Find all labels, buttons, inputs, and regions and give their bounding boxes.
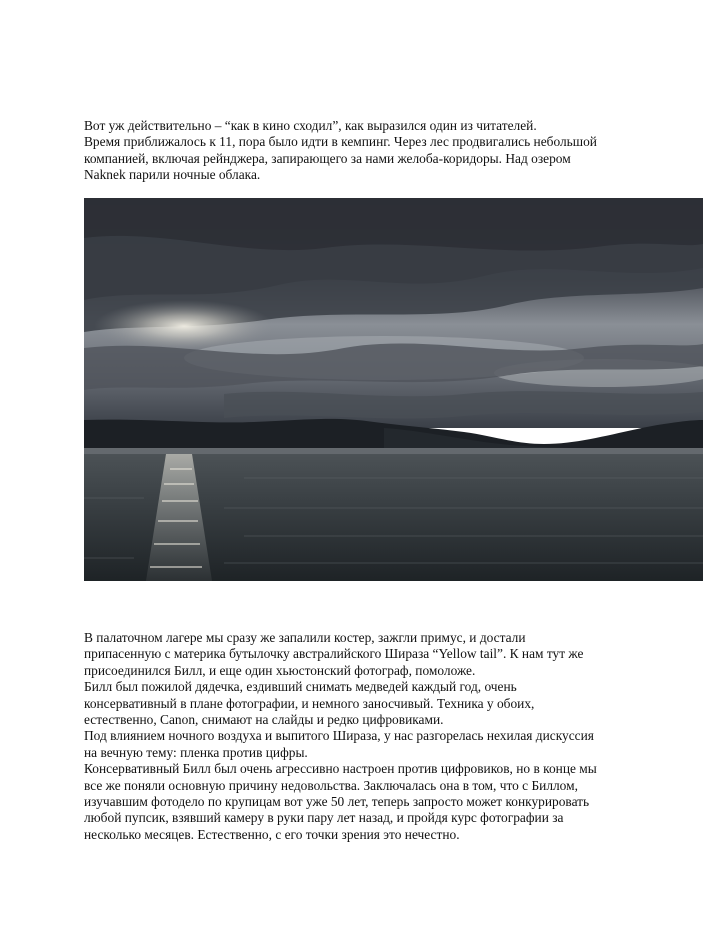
text-line: несколько месяцев. Естественно, с его точки зрения это нечестно.: [84, 826, 460, 842]
text-line: В палаточном лагере мы сразу же запалили костер, зажгли примус, и достали: [84, 630, 526, 645]
text-line: любой пупсик, взявший камеру в руки пару лет назад, и пройдя курс фотографии за: [84, 810, 564, 826]
text-line: все же поняли основную причину недовольства. Заключалась она в том, что с Биллом,: [84, 777, 578, 793]
lake-clouds-photo: [84, 198, 703, 581]
text-line: компанией, включая рейнджера, запирающего за нами желоба-коридоры. Над озером: [84, 150, 571, 166]
text-line: присоединился Билл, и еще один хьюстонский фотограф, помоложе.: [84, 662, 476, 678]
text-line: Время приближалось к 11, пора было идти в кемпинг. Через лес продвигались небольшой: [84, 134, 597, 150]
text-line: Под влиянием ночного воздуха и выпитого Шираза, у нас разгорелась нехилая дискуссия: [84, 728, 594, 744]
text-line: на вечную тему: пленка против цифры.: [84, 744, 308, 760]
text-line: консервативный в плане фотографии, и немного заносчивый. Техника у обоих,: [84, 695, 535, 711]
story-paragraph: [84, 630, 644, 843]
text-line: Naknek парили ночные облака.: [84, 167, 261, 183]
text-line: припасенную с материка бутылочку австралийского Шираза “Yellow tail”. К нам тут же: [84, 646, 584, 662]
text-line: изучавшим фотодело по крупицам вот уже 50 лет, теперь запросто может конкурировать: [84, 794, 590, 810]
text-line: естественно, Canon, снимают на слайды и редко цифровиками.: [84, 712, 444, 728]
intro-paragraph: [84, 118, 644, 184]
text-line: Консервативный Билл был очень агрессивно настроен против цифровиков, но в конце мы: [84, 761, 597, 777]
text-line: Вот уж действительно – “как в кино сходил”, как выразился один из читателей.: [84, 118, 537, 133]
text-line: Билл был пожилой дядечка, ездивший снимать медведей каждый год, очень: [84, 679, 517, 695]
